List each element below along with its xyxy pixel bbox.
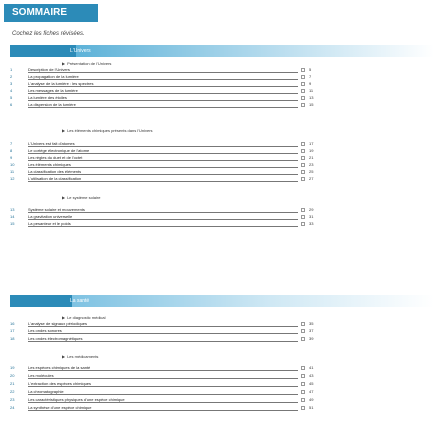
leader-line (28, 72, 298, 73)
item-label: La dispersion de la lumière (28, 102, 84, 108)
page-number: 15 (309, 102, 314, 107)
revision-checkbox[interactable] (301, 142, 305, 146)
toc-row (10, 336, 434, 342)
page-number: 5 (309, 67, 312, 72)
toc-row (10, 141, 434, 147)
toc-row (10, 88, 434, 94)
page-number: 11 (309, 88, 314, 93)
toc-row (10, 321, 434, 327)
leader-line (28, 326, 298, 327)
leader-line (28, 219, 298, 220)
toc-row (10, 74, 434, 80)
toc-row (10, 67, 434, 73)
leader-line (28, 341, 298, 342)
section-title (62, 61, 111, 66)
triangle-icon: ▶ (62, 128, 66, 133)
toc-row (10, 381, 434, 387)
item-number: 11 (10, 169, 15, 174)
leader-line (28, 370, 298, 371)
revision-checkbox[interactable] (301, 82, 305, 86)
item-number: 9 (10, 155, 13, 160)
part-label: La santé (70, 298, 90, 304)
item-label: Description de l'Univers (28, 67, 78, 73)
revision-checkbox[interactable] (301, 149, 305, 153)
revision-checkbox[interactable] (301, 406, 305, 410)
item-label: La synthèse d'une espèce chimique (28, 405, 99, 411)
leader-line (28, 333, 298, 334)
toc-row (10, 389, 434, 395)
instruction-text: Cochez les fiches révisées. (12, 31, 85, 37)
part-header-sante (10, 295, 434, 307)
page-number: 17 (309, 141, 314, 146)
leader-line (28, 181, 298, 182)
revision-checkbox[interactable] (301, 366, 305, 370)
leader-line (28, 160, 298, 161)
item-label: Les molécules (28, 373, 62, 379)
revision-checkbox[interactable] (301, 374, 305, 378)
item-label: Les caractéristiques physiques d'une espèce chimique (28, 397, 133, 403)
toc-row (10, 81, 434, 87)
section-title (62, 195, 100, 200)
page-number: 19 (309, 148, 314, 153)
toc-row (10, 162, 434, 168)
page-number: 13 (309, 95, 314, 100)
page-number: 7 (309, 74, 312, 79)
leader-line (28, 410, 298, 411)
item-label: Le cortège électronique de l'atome (28, 148, 97, 154)
item-label: Les règles du duet et de l'octet (28, 155, 90, 161)
section-title-text: Le système solaire (67, 195, 101, 200)
toc-row (10, 176, 434, 182)
item-label: L'Univers est fait d'atomes (28, 141, 83, 147)
leader-line (28, 386, 298, 387)
section-title-text: Les médicaments (67, 354, 99, 359)
item-label: La chromatographie (28, 389, 72, 395)
item-number: 12 (10, 176, 15, 181)
triangle-icon: ▶ (62, 195, 66, 200)
page-number: 45 (309, 381, 314, 386)
page-number: 49 (309, 397, 314, 402)
part-label: L'Univers (70, 48, 91, 54)
revision-checkbox[interactable] (301, 68, 305, 72)
page-number: 43 (309, 373, 314, 378)
item-number: 4 (10, 88, 13, 93)
item-number: 8 (10, 148, 13, 153)
toc-row (10, 365, 434, 371)
triangle-icon: ▶ (62, 315, 66, 320)
revision-checkbox[interactable] (301, 163, 305, 167)
toc-row (10, 214, 434, 220)
item-number: 21 (10, 381, 15, 386)
item-number: 3 (10, 81, 13, 86)
leader-line (28, 378, 298, 379)
toc-row (10, 221, 434, 227)
revision-checkbox[interactable] (301, 75, 305, 79)
page-number: 23 (309, 162, 314, 167)
leader-line (28, 167, 298, 168)
page-number: 29 (309, 207, 314, 212)
item-label: Les espèces chimiques de la santé (28, 365, 98, 371)
revision-checkbox[interactable] (301, 390, 305, 394)
leader-line (28, 146, 298, 147)
item-label: La pesanteur et le poids (28, 221, 79, 227)
toc-row (10, 169, 434, 175)
toc-row (10, 155, 434, 161)
section-title (62, 315, 106, 320)
item-number: 23 (10, 397, 15, 402)
item-label: La propagation de la lumière (28, 74, 87, 80)
section-title (62, 354, 98, 359)
toc-row (10, 95, 434, 101)
part-gradient (76, 45, 434, 57)
toc-row (10, 373, 434, 379)
item-label: L'analyse de la lumière : les spectres (28, 81, 101, 87)
revision-checkbox[interactable] (301, 170, 305, 174)
item-label: L'utilisation de la classification (28, 176, 89, 182)
page-number: 51 (309, 405, 314, 410)
item-label: L'analyse de signaux périodiques (28, 321, 95, 327)
page-title: SOMMAIRE (4, 4, 98, 22)
section-title (62, 128, 153, 133)
revision-checkbox[interactable] (301, 322, 305, 326)
revision-checkbox[interactable] (301, 89, 305, 93)
revision-checkbox[interactable] (301, 398, 305, 402)
page-number: 33 (309, 221, 314, 226)
item-number: 18 (10, 336, 15, 341)
part-gradient (72, 295, 434, 307)
item-number: 10 (10, 162, 15, 167)
toc-row (10, 328, 434, 334)
item-label: Les messages de la lumière (28, 88, 86, 94)
item-label: Les éléments chimiques (28, 162, 79, 168)
revision-checkbox[interactable] (301, 208, 305, 212)
item-number: 19 (10, 365, 15, 370)
item-number: 5 (10, 95, 13, 100)
item-label: Les ondes électromagnétiques (28, 336, 90, 342)
triangle-icon: ▶ (62, 354, 66, 359)
page-number: 27 (309, 176, 314, 181)
item-number: 1 (10, 67, 13, 72)
section-title-text: Présentation de l'Univers (67, 61, 112, 66)
leader-line (28, 212, 298, 213)
leader-line (28, 174, 298, 175)
leader-line (28, 86, 298, 87)
page-number: 39 (309, 336, 314, 341)
item-number: 13 (10, 207, 15, 212)
item-label: La classification des éléments (28, 169, 89, 175)
revision-checkbox[interactable] (301, 103, 305, 107)
revision-checkbox[interactable] (301, 215, 305, 219)
page-number: 47 (309, 389, 314, 394)
page-number: 25 (309, 169, 314, 174)
item-number: 14 (10, 214, 15, 219)
item-label: Les ondes sonores (28, 328, 70, 334)
toc-row (10, 102, 434, 108)
item-number: 22 (10, 389, 15, 394)
leader-line (28, 79, 298, 80)
part-header-univers (10, 45, 434, 57)
item-number: 2 (10, 74, 13, 79)
revision-checkbox[interactable] (301, 96, 305, 100)
revision-checkbox[interactable] (301, 156, 305, 160)
item-number: 6 (10, 102, 13, 107)
leader-line (28, 394, 298, 395)
item-label: La gravitation universelle (28, 214, 80, 220)
page-number: 37 (309, 328, 314, 333)
revision-checkbox[interactable] (301, 382, 305, 386)
toc-row (10, 148, 434, 154)
item-number: 24 (10, 405, 15, 410)
revision-checkbox[interactable] (301, 329, 305, 333)
leader-line (28, 100, 298, 101)
toc-row (10, 397, 434, 403)
item-label: L'extraction des espèces chimiques (28, 381, 99, 387)
item-number: 20 (10, 373, 15, 378)
toc-row (10, 405, 434, 411)
revision-checkbox[interactable] (301, 337, 305, 341)
revision-checkbox[interactable] (301, 177, 305, 181)
item-label: La lumière des étoiles (28, 95, 75, 101)
page-number: 9 (309, 81, 312, 86)
revision-checkbox[interactable] (301, 222, 305, 226)
page-number: 35 (309, 321, 314, 326)
leader-line (28, 93, 298, 94)
item-number: 15 (10, 221, 15, 226)
triangle-icon: ▶ (62, 61, 66, 66)
section-title-text: Le diagnostic médical (67, 315, 106, 320)
page-number: 21 (309, 155, 314, 160)
item-label: Système solaire et mouvements (28, 207, 93, 213)
leader-line (28, 226, 298, 227)
section-title-text: Les éléments chimiques présents dans l'Univers (67, 128, 153, 133)
page-number: 31 (309, 214, 314, 219)
leader-line (28, 402, 298, 403)
item-number: 17 (10, 328, 15, 333)
page-number: 41 (309, 365, 314, 370)
item-number: 16 (10, 321, 15, 326)
leader-line (28, 153, 298, 154)
toc-row (10, 207, 434, 213)
leader-line (28, 107, 298, 108)
item-number: 7 (10, 141, 13, 146)
